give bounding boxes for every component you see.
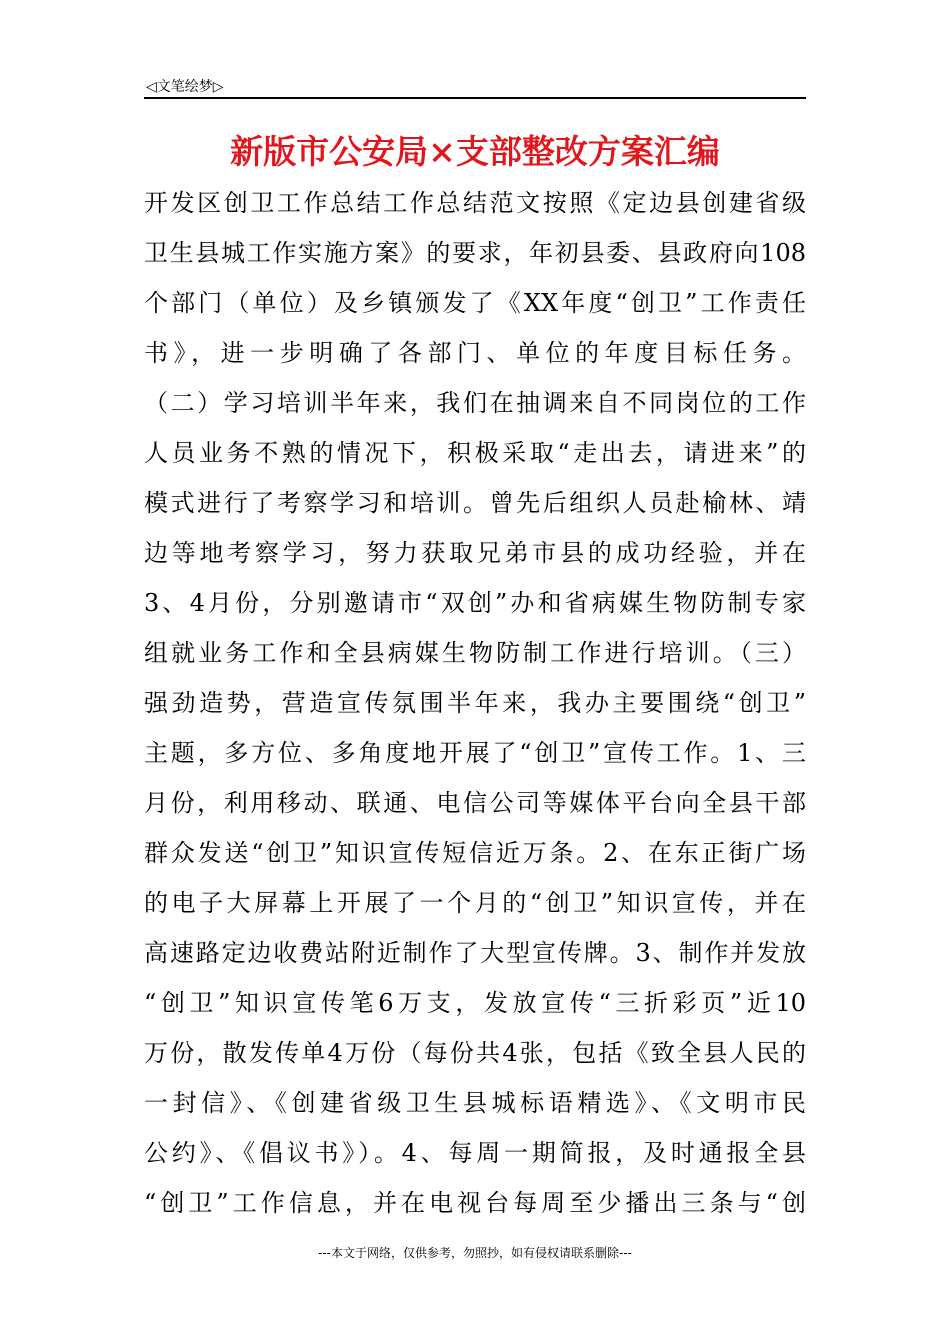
body-line: “创卫”工作信息，并在电视台每周至少播出三条与“创 (144, 1189, 806, 1217)
body-line: 公约》、《倡议书》）。4、每周一期简报，及时通报全县 (144, 1139, 806, 1167)
document-title: 新版市公安局×支部整改方案汇编 (230, 132, 720, 171)
body-line: 群众发送“创卫”知识宣传短信近万条。2、在东正街广场 (144, 839, 806, 867)
footer-disclaimer: ---本文于网络，仅供参考，勿照抄，如有侵权请联系删除--- (318, 1246, 632, 1260)
body-line: 3、4月份，分别邀请市“双创”办和省病媒生物防制专家 (144, 589, 806, 617)
body-line: 的电子大屏幕上开展了一个月的“创卫”知识宣传，并在 (144, 889, 806, 917)
body-line: 个部门（单位）及乡镇颁发了《XX年度“创卫”工作责任 (144, 289, 806, 317)
body-line: 万份，散发传单4万份（每份共4张，包括《致全县人民的 (144, 1039, 806, 1067)
body-line: 一封信》、《创建省级卫生县城标语精选》、《文明市民 (144, 1089, 806, 1117)
body-line: 高速路定边收费站附近制作了大型宣传牌。3、制作并发放 (144, 939, 806, 967)
header-mark: ◁文笔绘梦▷ (146, 79, 224, 95)
body-line: 强劲造势，营造宣传氛围半年来，我办主要围绕“创卫” (144, 689, 806, 717)
body-line: 月份，利用移动、联通、电信公司等媒体平台向全县干部 (144, 789, 806, 817)
body-line: 卫生县城工作实施方案》的要求，年初县委、县政府向108 (144, 239, 806, 267)
body-line: 人员业务不熟的情况下，积极采取“走出去，请进来”的 (144, 439, 806, 467)
body-line: 书》，进一步明确了各部门、单位的年度目标任务。 (144, 339, 806, 367)
body-line: 开发区创卫工作总结工作总结范文按照《定边县创建省级 (144, 189, 806, 217)
body-line: “创卫”知识宣传笔6万支，发放宣传“三折彩页”近10 (144, 989, 806, 1017)
body-line: 模式进行了考察学习和培训。曾先后组织人员赴榆林、靖 (144, 489, 806, 517)
body-line: 边等地考察学习，努力获取兄弟市县的成功经验，并在 (144, 539, 806, 567)
header-divider (144, 97, 806, 99)
body-line: （二）学习培训半年来，我们在抽调来自不同岗位的工作 (144, 389, 806, 417)
body-line: 组就业务工作和全县病媒生物防制工作进行培训。（三） (144, 639, 806, 667)
body-line: 主题，多方位、多角度地开展了“创卫”宣传工作。1、三 (144, 739, 806, 767)
document-body (144, 178, 806, 1228)
